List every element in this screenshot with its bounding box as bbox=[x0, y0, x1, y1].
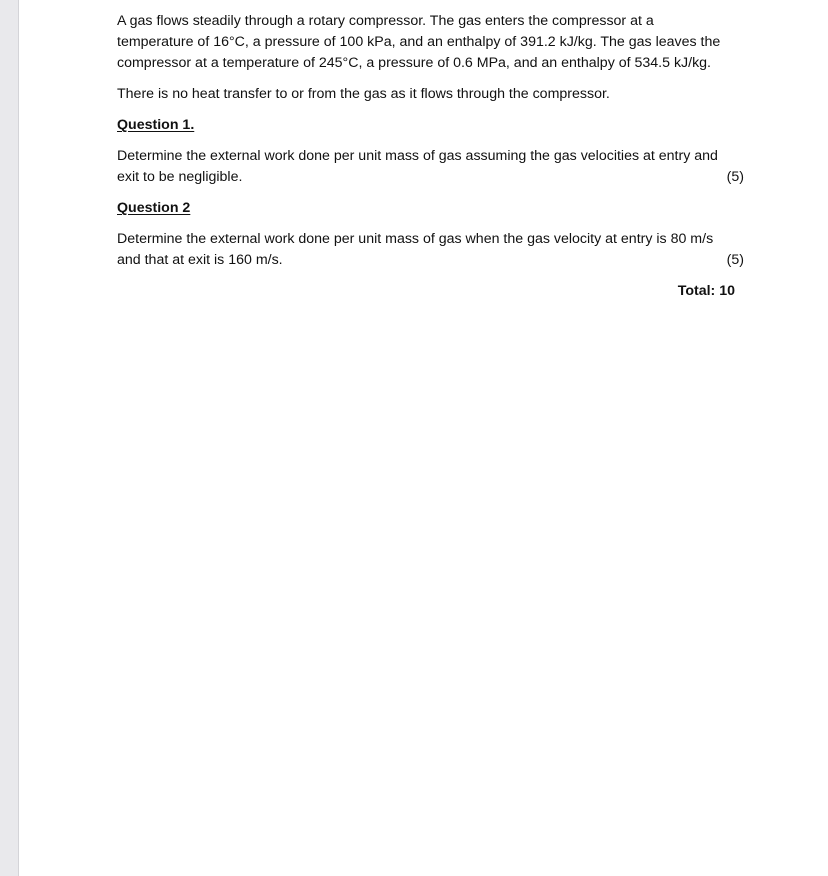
question-1-line: exit to be negligible. bbox=[117, 169, 243, 185]
intro-paragraph bbox=[117, 11, 747, 74]
question-1-line: Determine the external work done per unit mass of gas assuming the gas velocities at entry and bbox=[117, 148, 718, 164]
question-2-heading: Question 2 bbox=[117, 200, 191, 216]
intro-line: A gas flows steadily through a rotary compressor. The gas enters the compressor at a bbox=[117, 13, 654, 29]
question-2-last-line bbox=[117, 250, 747, 271]
document-body bbox=[117, 11, 747, 302]
question-2-text bbox=[117, 229, 747, 271]
total-marks: Total: 10 bbox=[677, 283, 735, 299]
question-1-text bbox=[117, 146, 747, 188]
question-1-last-line bbox=[117, 167, 747, 188]
question-2-marks: (5) bbox=[726, 252, 744, 268]
intro-line: temperature of 16°C, a pressure of 100 kPa, and an enthalpy of 391.2 kJ/kg. The gas leaves the bbox=[117, 34, 721, 50]
question-1-marks: (5) bbox=[726, 169, 744, 185]
question-2-line: and that at exit is 160 m/s. bbox=[117, 252, 283, 268]
heat-transfer-note: There is no heat transfer to or from the gas as it flows through the compressor. bbox=[117, 86, 610, 102]
document-page bbox=[18, 0, 828, 876]
question-1-heading: Question 1. bbox=[117, 117, 195, 133]
question-2-line: Determine the external work done per unit mass of gas when the gas velocity at entry is 80 m/s bbox=[117, 231, 714, 247]
total-row bbox=[117, 281, 747, 302]
intro-line: compressor at a temperature of 245°C, a pressure of 0.6 MPa, and an enthalpy of 534.5 kJ/kg. bbox=[117, 55, 711, 71]
